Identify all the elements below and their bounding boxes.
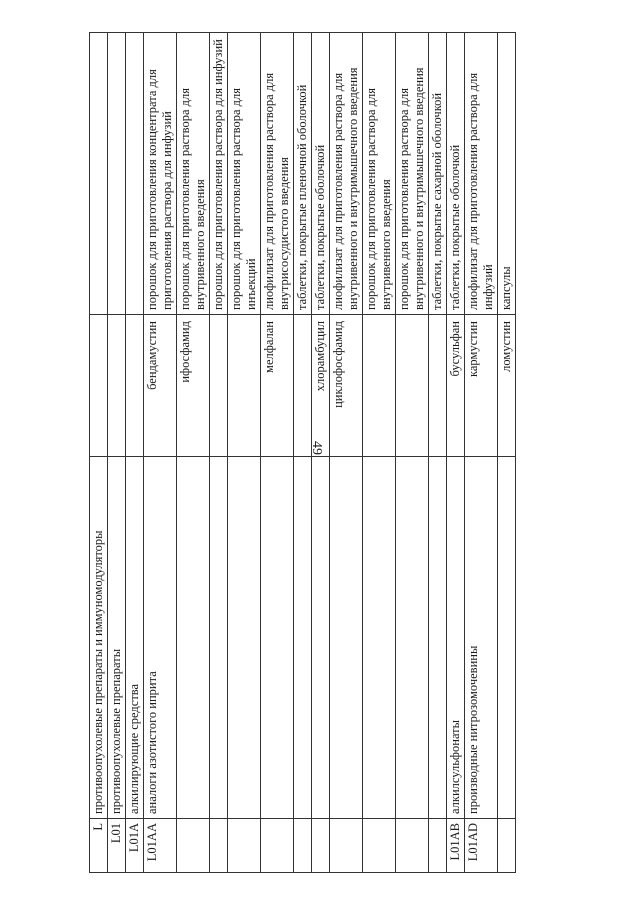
atc-code [177, 819, 210, 873]
inn-name: бендамустин [144, 315, 177, 457]
atc-code: L01AA [144, 819, 177, 873]
dosage-form: лиофилизат для приготовления раствора для внутривенного и внутримышечного введения [330, 33, 363, 315]
table-row [144, 33, 177, 873]
table-row [447, 33, 465, 873]
dosage-form: порошок для приготовления концентрата для приготовления раствора для инфузий [144, 33, 177, 315]
inn-name: ломустин [498, 315, 516, 457]
atc-code: L01 [108, 819, 126, 873]
dosage-form: порошок для приготовления раствора для внутривенного введения [363, 33, 396, 315]
inn-name [396, 315, 429, 457]
group-name [363, 457, 396, 819]
group-name: производные нитрозомочевины [465, 457, 498, 819]
group-name [261, 457, 294, 819]
dosage-form: таблетки, покрытые пленочной оболочкой [294, 33, 312, 315]
table-row [312, 33, 330, 873]
atc-code: L01A [126, 819, 144, 873]
rotated-table-container [89, 33, 547, 873]
inn-name: кармустин [465, 315, 498, 457]
dosage-form: порошок для приготовления раствора для инфузий [210, 33, 228, 315]
inn-name: мелфалан [261, 315, 294, 457]
atc-code [294, 819, 312, 873]
atc-code [312, 819, 330, 873]
table-row [228, 33, 261, 873]
table-row [210, 33, 228, 873]
dosage-form: капсулы [498, 33, 516, 315]
atc-code: L01AD [465, 819, 498, 873]
drug-table-body [90, 33, 516, 873]
inn-name: циклофосфамид [330, 315, 363, 457]
inn-name [108, 315, 126, 457]
inn-name [90, 315, 108, 457]
inn-name: бусульфан [447, 315, 465, 457]
atc-code: L [90, 819, 108, 873]
group-name [429, 457, 447, 819]
atc-code [498, 819, 516, 873]
dosage-form: таблетки, покрытые сахарной оболочкой [429, 33, 447, 315]
atc-code [363, 819, 396, 873]
group-name: противоопухолевые препараты [108, 457, 126, 819]
dosage-form: порошок для приготовления раствора для внутривенного введения [177, 33, 210, 315]
inn-name: ифосфамид [177, 315, 210, 457]
drug-table [89, 32, 516, 873]
dosage-form: таблетки, покрытые оболочкой [312, 33, 330, 315]
group-name [312, 457, 330, 819]
inn-name [126, 315, 144, 457]
group-name: алкилсульфонаты [447, 457, 465, 819]
inn-name [210, 315, 228, 457]
group-name [210, 457, 228, 819]
inn-name [294, 315, 312, 457]
atc-code [261, 819, 294, 873]
group-name [396, 457, 429, 819]
table-row [108, 33, 126, 873]
inn-name [429, 315, 447, 457]
dosage-form [108, 33, 126, 315]
table-row [465, 33, 498, 873]
table-row [294, 33, 312, 873]
group-name: противоопухолевые препараты и иммуномодуляторы [90, 457, 108, 819]
dosage-form [126, 33, 144, 315]
page-number: 49 [309, 441, 324, 455]
inn-name: хлорамбуцил [312, 315, 330, 457]
atc-code [330, 819, 363, 873]
table-row [498, 33, 516, 873]
group-name [228, 457, 261, 819]
inn-name [228, 315, 261, 457]
atc-code [210, 819, 228, 873]
atc-code: L01AB [447, 819, 465, 873]
dosage-form: порошок для приготовления раствора для внутривенного и внутримышечного введения [396, 33, 429, 315]
dosage-form: таблетки, покрытые оболочкой [447, 33, 465, 315]
group-name [330, 457, 363, 819]
dosage-form: лиофилизат для приготовления раствора для инфузий [465, 33, 498, 315]
group-name [177, 457, 210, 819]
table-row [330, 33, 363, 873]
table-row [429, 33, 447, 873]
table-row [261, 33, 294, 873]
atc-code [228, 819, 261, 873]
table-row [396, 33, 429, 873]
group-name: алкилирующие средства [126, 457, 144, 819]
atc-code [396, 819, 429, 873]
table-row [90, 33, 108, 873]
dosage-form: порошок для приготовления раствора для инъекций [228, 33, 261, 315]
group-name: аналоги азотистого иприта [144, 457, 177, 819]
group-name [498, 457, 516, 819]
inn-name [363, 315, 396, 457]
table-row [177, 33, 210, 873]
group-name [294, 457, 312, 819]
dosage-form [90, 33, 108, 315]
table-row [363, 33, 396, 873]
dosage-form: лиофилизат для приготовления раствора для внутрисосудистого введения [261, 33, 294, 315]
atc-code [429, 819, 447, 873]
table-row [126, 33, 144, 873]
